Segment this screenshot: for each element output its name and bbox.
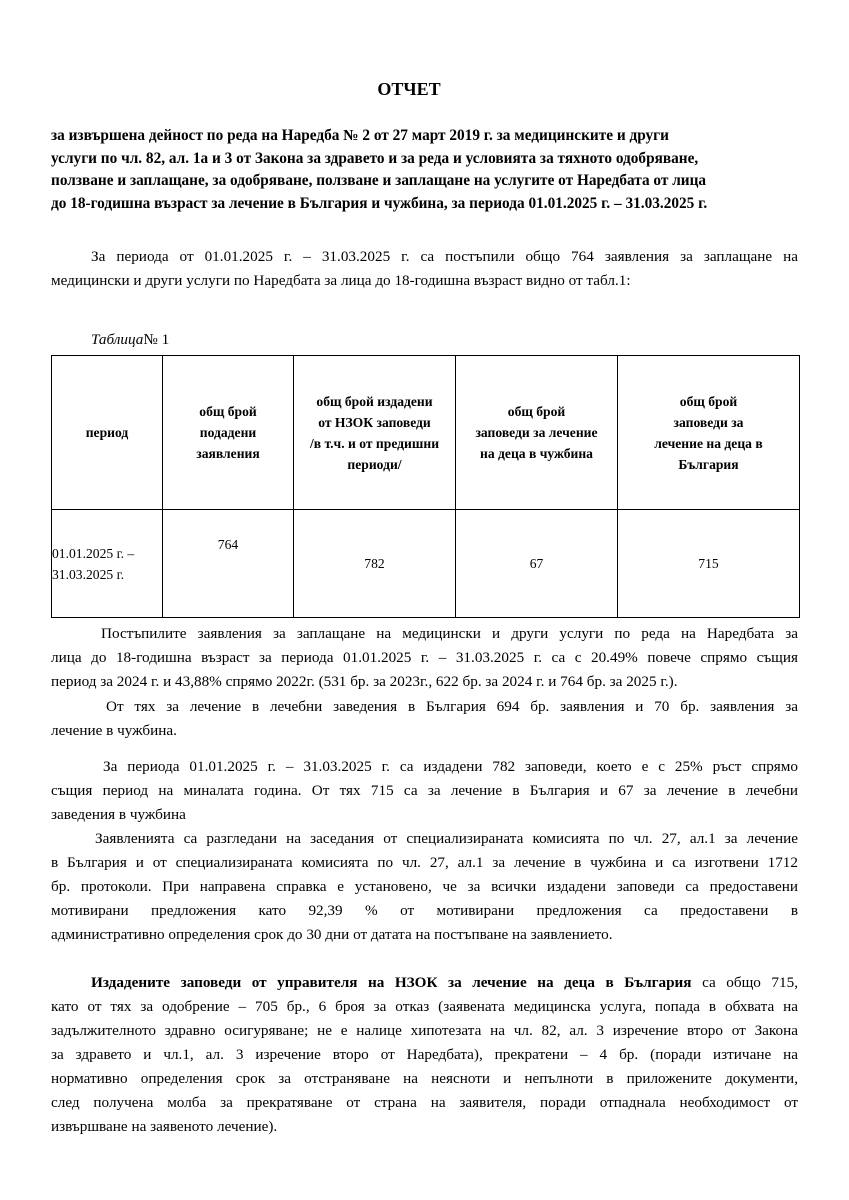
- paragraph-line: [51, 971, 798, 995]
- cell-period: [52, 510, 163, 618]
- header-applications: [163, 356, 294, 510]
- table-caption: [91, 331, 169, 349]
- paragraph-line: същия период на миналата година. От тях 715 са за лечение в България и 67 за лечение в лечебни: [51, 782, 798, 799]
- paragraph-bulgaria-orders: [51, 971, 798, 1139]
- period-line: 31.03.2025 г.: [52, 566, 125, 582]
- header-line: общ брой издадени: [316, 393, 433, 409]
- paragraph-line: За периода 01.01.2025 г. – 31.03.2025 г. са издадени 782 заповеди, което е с 25% ръст спрямо: [103, 758, 798, 775]
- paragraph-line: като от тях за одобрение – 705 бр., 6 броя за отказ (заявената медицинска услуга, попада в обхвата на: [51, 998, 798, 1015]
- header-line: общ брой: [679, 393, 738, 409]
- paragraph-line: нормативно определения срок за отстраняване на неясноти и непълноти в приложените документи,: [51, 1070, 798, 1087]
- paragraph-line: Заявленията са разгледани на заседания от специализираната комисията по чл. 27, ал.1 за лечение: [95, 830, 798, 847]
- header-orders-bulgaria: [618, 356, 800, 510]
- cell-orders-abroad: 67: [456, 510, 618, 618]
- header-orders-abroad: [456, 356, 618, 510]
- paragraph-line: извършване на заявеното лечение).: [51, 1118, 278, 1135]
- paragraph-line: лечение в чужбина.: [51, 722, 177, 739]
- header-line: заповеди за лечение: [475, 425, 598, 440]
- subtitle-line: за извършена дейност по реда на Наредба № 2 от 27 март 2019 г. за медицинските и други: [51, 127, 669, 144]
- header-line: подадени: [199, 425, 257, 440]
- header-line: заповеди за: [673, 414, 744, 430]
- statistics-table: [51, 355, 800, 618]
- table-caption-number: № 1: [143, 331, 170, 348]
- paragraph-orders: [51, 755, 798, 827]
- header-period: [52, 356, 163, 510]
- header-line: общ брой: [199, 404, 257, 419]
- header-line: периоди/: [347, 456, 402, 472]
- paragraph-line: задължителното здравно осигуряване; не е налице хипотезата на чл. 82, ал. 3 изречение второ от Закона: [51, 1022, 798, 1039]
- paragraph-line: административно определения срок до 30 дни от датата на постъпване на заявлението.: [51, 926, 613, 943]
- paragraph-line: От тях за лечение в лечебни заведения в България 694 бр. заявления и 70 бр. заявления за: [106, 698, 798, 715]
- header-line: от НЗОК заповеди: [318, 414, 431, 430]
- header-line: България: [678, 456, 739, 472]
- paragraph-line: бр. протоколи. При направена справка е установено, че за всички издадени заповеди са предоставени: [51, 878, 798, 895]
- cell-orders-bulgaria: 715: [618, 510, 800, 618]
- header-line: /в т.ч. и от предишни: [309, 435, 440, 451]
- header-orders-total: [294, 356, 456, 510]
- period-line: 01.01.2025 г. –: [52, 545, 135, 561]
- paragraph-line: за здравето и чл.1, ал. 3 изречение второ от Наредбата), прекратени – 4 бр. (поради изтичане на: [51, 1046, 798, 1063]
- paragraph-committees: [51, 827, 798, 947]
- subtitle-line: до 18-годишна възраст за лечение в България и чужбина, за периода 01.01.2025 г. – 31.03.2025 г.: [51, 194, 708, 212]
- paragraph-growth: [51, 622, 798, 694]
- paragraph-line: медицински и други услуги по Наредбата за лица до 18-годишна възраст видно от табл.1:: [51, 272, 631, 289]
- header-line: лечение на деца в: [654, 435, 763, 451]
- document-subtitle: [51, 125, 798, 215]
- paragraph-line: след получена молба за прекратяване от страна на заявителя, поради отпаднала необходимост от: [51, 1094, 798, 1111]
- paragraph-line: период за 2024 г. и 43,88% спрямо 2022г. (531 бр. за 2023г., 622 бр. за 2024 г. и 764 бр. за 2025 г.).: [51, 673, 678, 690]
- paragraph-distribution: [51, 695, 798, 743]
- paragraph-line: Постъпилите заявления за заплащане на медицински и други услуги по реда на Наредбата за: [101, 625, 798, 642]
- subtitle-line: услуги по чл. 82, ал. 1а и 3 от Закона за здравето и за реда и условията за тяхното одобряване,: [51, 149, 699, 167]
- paragraph-line: в България и от специализираната комисията по чл. 27, ал.1 за лечение в чужбина и са изготвени 1712: [51, 854, 798, 871]
- table-header-row: [52, 356, 800, 510]
- paragraph-line: лица до 18-годишна възраст за периода 01.01.2025 г. – 31.03.2025 г. са с 20.49% повече спрямо същия: [51, 649, 798, 666]
- header-line: заявления: [196, 446, 260, 461]
- intro-paragraph: [51, 245, 798, 293]
- paragraph-line: заведения в чужбина: [51, 806, 186, 823]
- cell-orders-total: 782: [294, 510, 456, 618]
- paragraph-line: мотивирани предложения като 92,39 % от мотивирани предложения са предоставени в: [51, 902, 798, 919]
- header-line: общ брой: [507, 404, 566, 419]
- lead-rest: са общо 715,: [691, 974, 799, 991]
- header-line: период: [85, 425, 129, 440]
- subtitle-line: ползване и заплащане, за одобряване, ползване и заплащане на услугите от Наредбата от лица: [51, 172, 707, 189]
- table-row: [52, 510, 800, 618]
- document-title: ОТЧЕТ: [377, 79, 441, 99]
- cell-applications: 764: [163, 510, 294, 618]
- table-caption-label: Таблица: [91, 331, 144, 348]
- header-line: на деца в чужбина: [480, 446, 593, 461]
- bold-lead: Издадените заповеди от управителя на НЗОК за лечение на деца в България: [91, 974, 692, 991]
- paragraph-line: За периода от 01.01.2025 г. – 31.03.2025 г. са постъпили общо 764 заявления за заплащане на: [91, 248, 798, 265]
